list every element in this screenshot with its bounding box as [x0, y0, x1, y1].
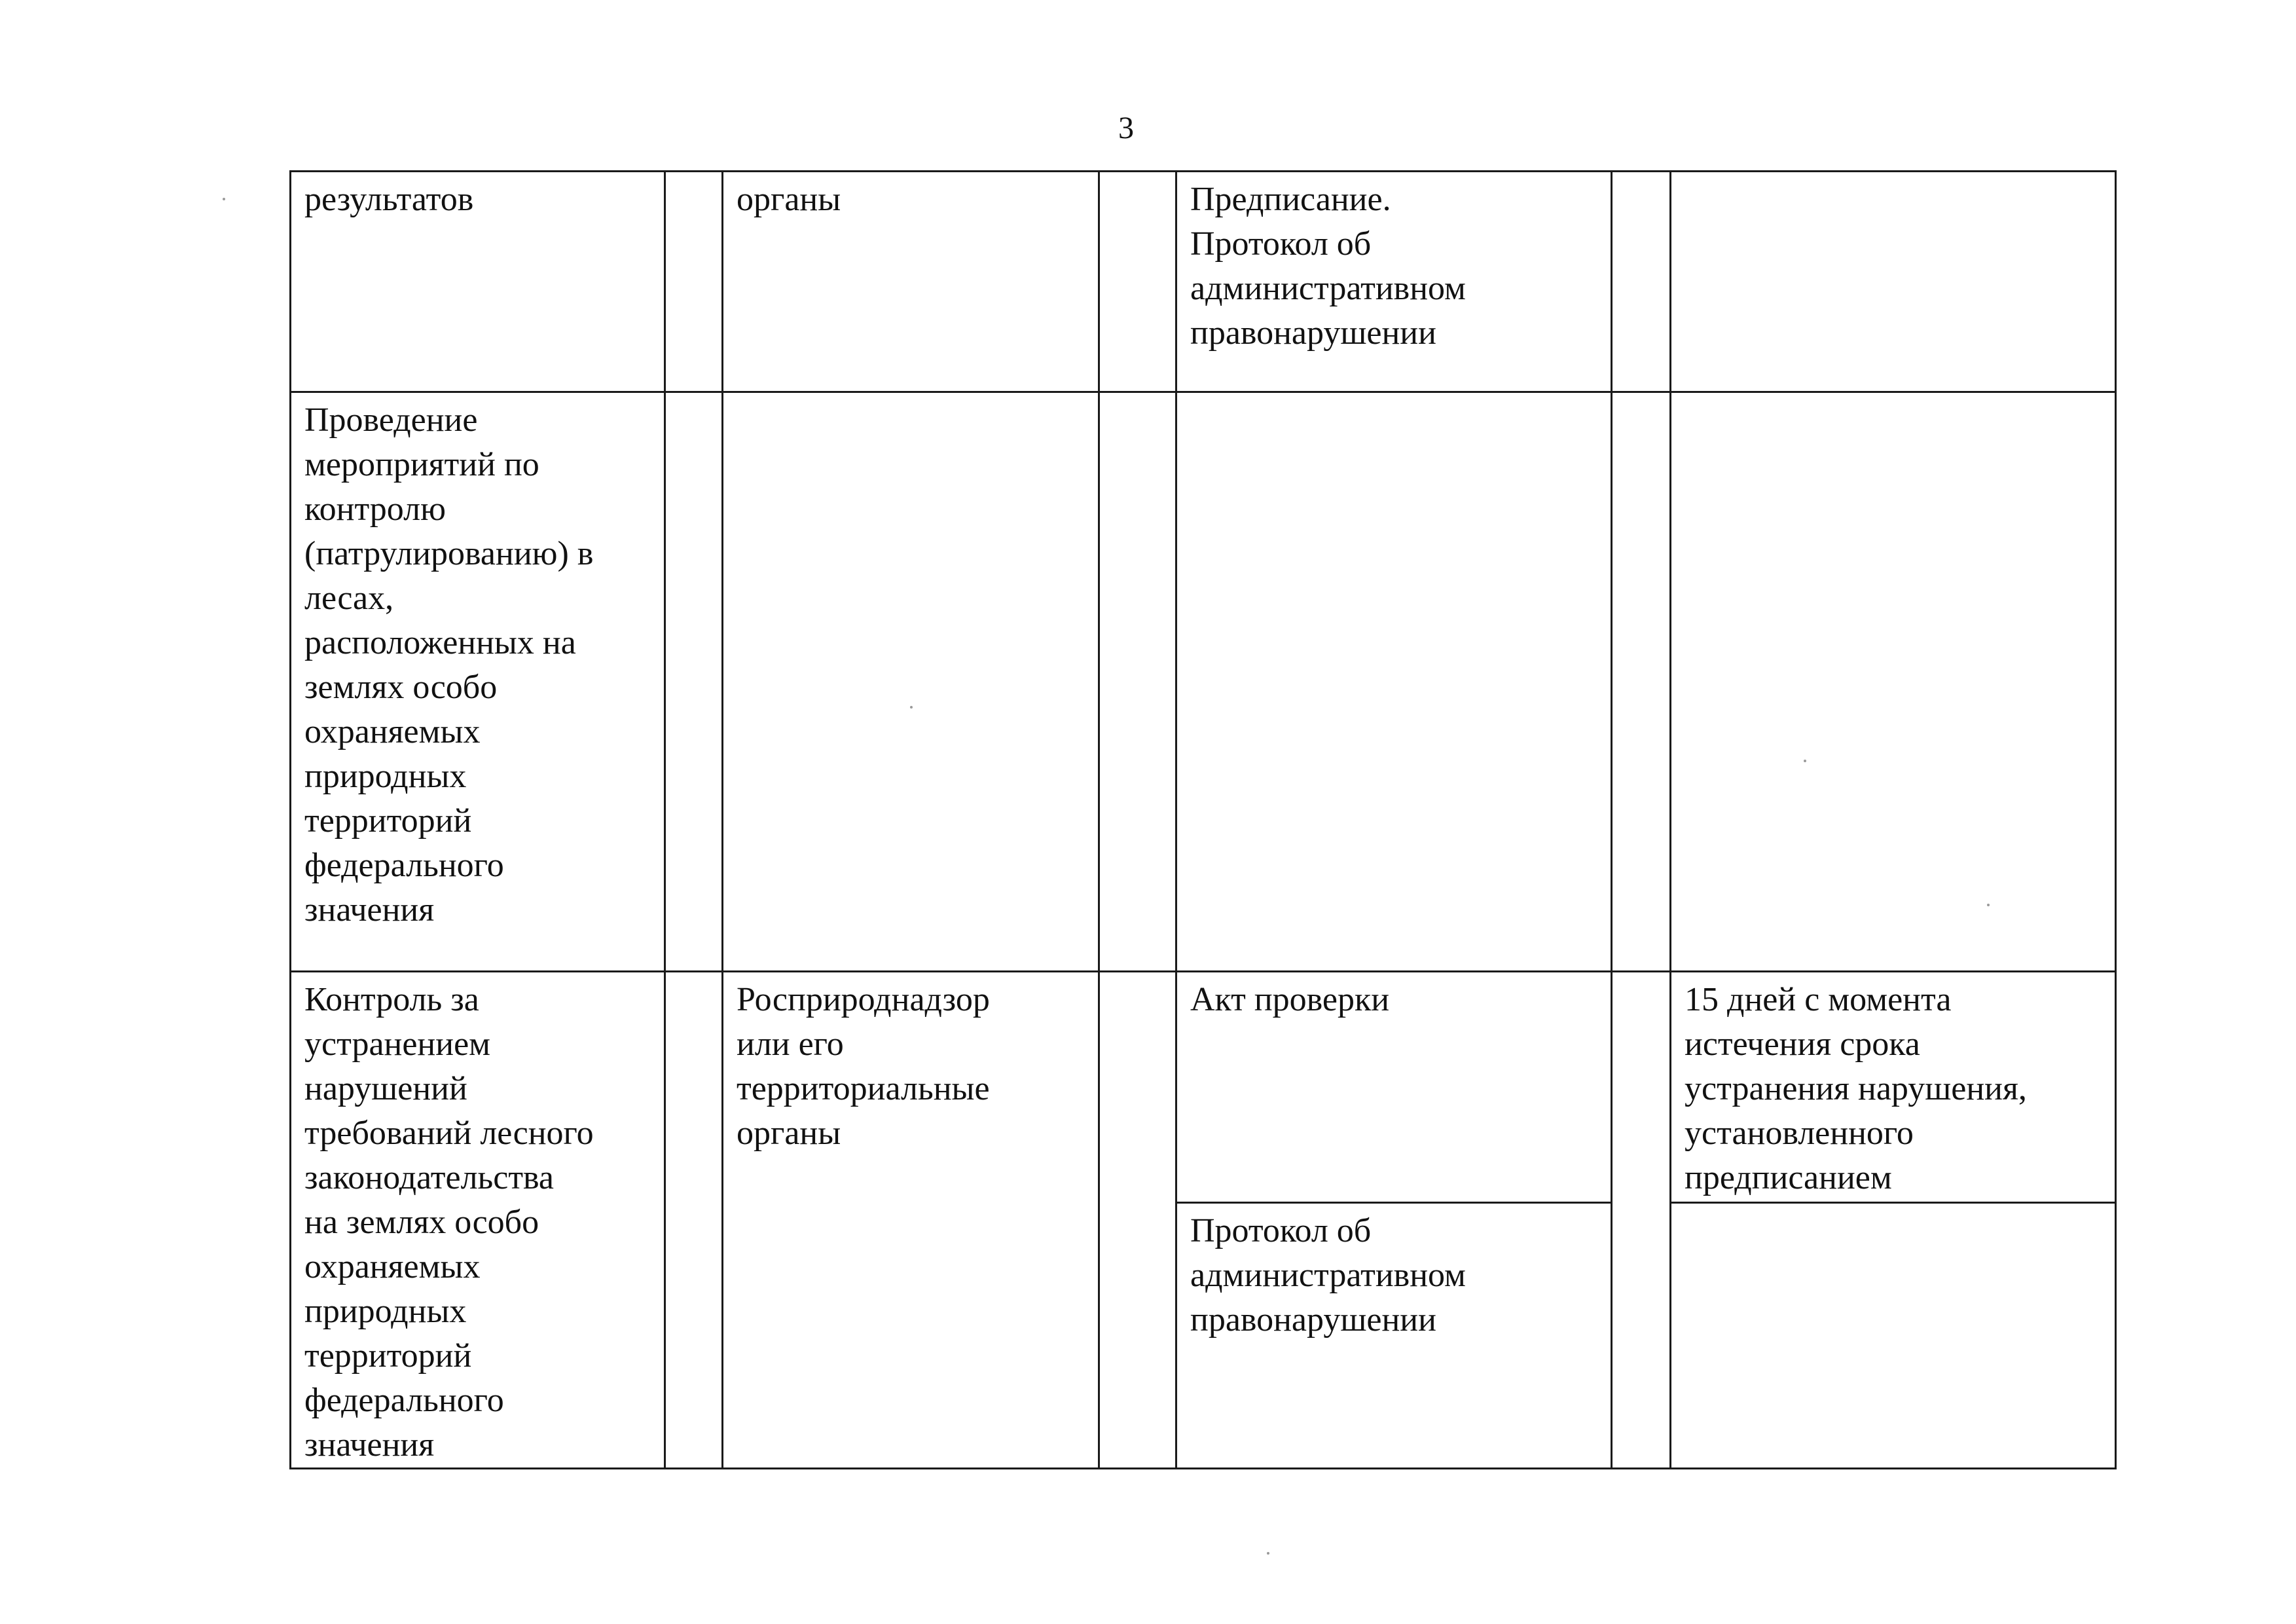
scan-speck	[1267, 1552, 1269, 1555]
table-cell-deadline	[1671, 392, 2116, 972]
table-cell-executor: органы	[723, 172, 1099, 392]
scan-speck	[223, 198, 225, 200]
table-cell-empty	[1099, 392, 1176, 972]
table-cell-executor	[723, 392, 1099, 972]
table-cell-empty	[1612, 172, 1671, 392]
table-cell-empty	[665, 392, 723, 972]
scan-speck	[910, 706, 913, 709]
scan-speck	[1804, 760, 1806, 762]
table-cell-deadline	[1671, 1203, 2116, 1469]
table-cell-empty	[1612, 972, 1671, 1469]
document-table	[289, 170, 2117, 1469]
table-row	[291, 392, 2116, 972]
table-cell-result-document: Акт проверки	[1176, 972, 1612, 1203]
table-cell-empty	[1099, 172, 1176, 392]
table-cell-activity: Контроль за устранением нарушений требований лесного законодательства на землях особо охраняемых природных территорий федерального значения	[291, 972, 665, 1469]
table-cell-empty	[1099, 972, 1176, 1469]
table-cell-executor: Росприроднадзор или его территориальные органы	[723, 972, 1099, 1469]
table-cell-activity: Проведение мероприятий по контролю (патрулированию) в лесах, расположенных на землях особо охраняемых природных территорий федерального значения	[291, 392, 665, 972]
table-cell-activity: результатов	[291, 172, 665, 392]
table-cell-deadline: 15 дней с момента истечения срока устранения нарушения, установленного предписанием	[1671, 972, 2116, 1203]
table-cell-empty	[665, 972, 723, 1469]
table-cell-empty	[1612, 392, 1671, 972]
table-cell-result-document: Предписание. Протокол об административном правонарушении	[1176, 172, 1612, 392]
table-row	[291, 972, 2116, 1203]
table-cell-deadline	[1671, 172, 2116, 392]
scan-speck	[1987, 904, 1990, 906]
table-row	[291, 172, 2116, 392]
table-cell-result-document: Протокол об административном правонарушении	[1176, 1203, 1612, 1469]
table-cell-empty	[665, 172, 723, 392]
page-number: 3	[1118, 111, 1134, 145]
table-cell-result-document	[1176, 392, 1612, 972]
